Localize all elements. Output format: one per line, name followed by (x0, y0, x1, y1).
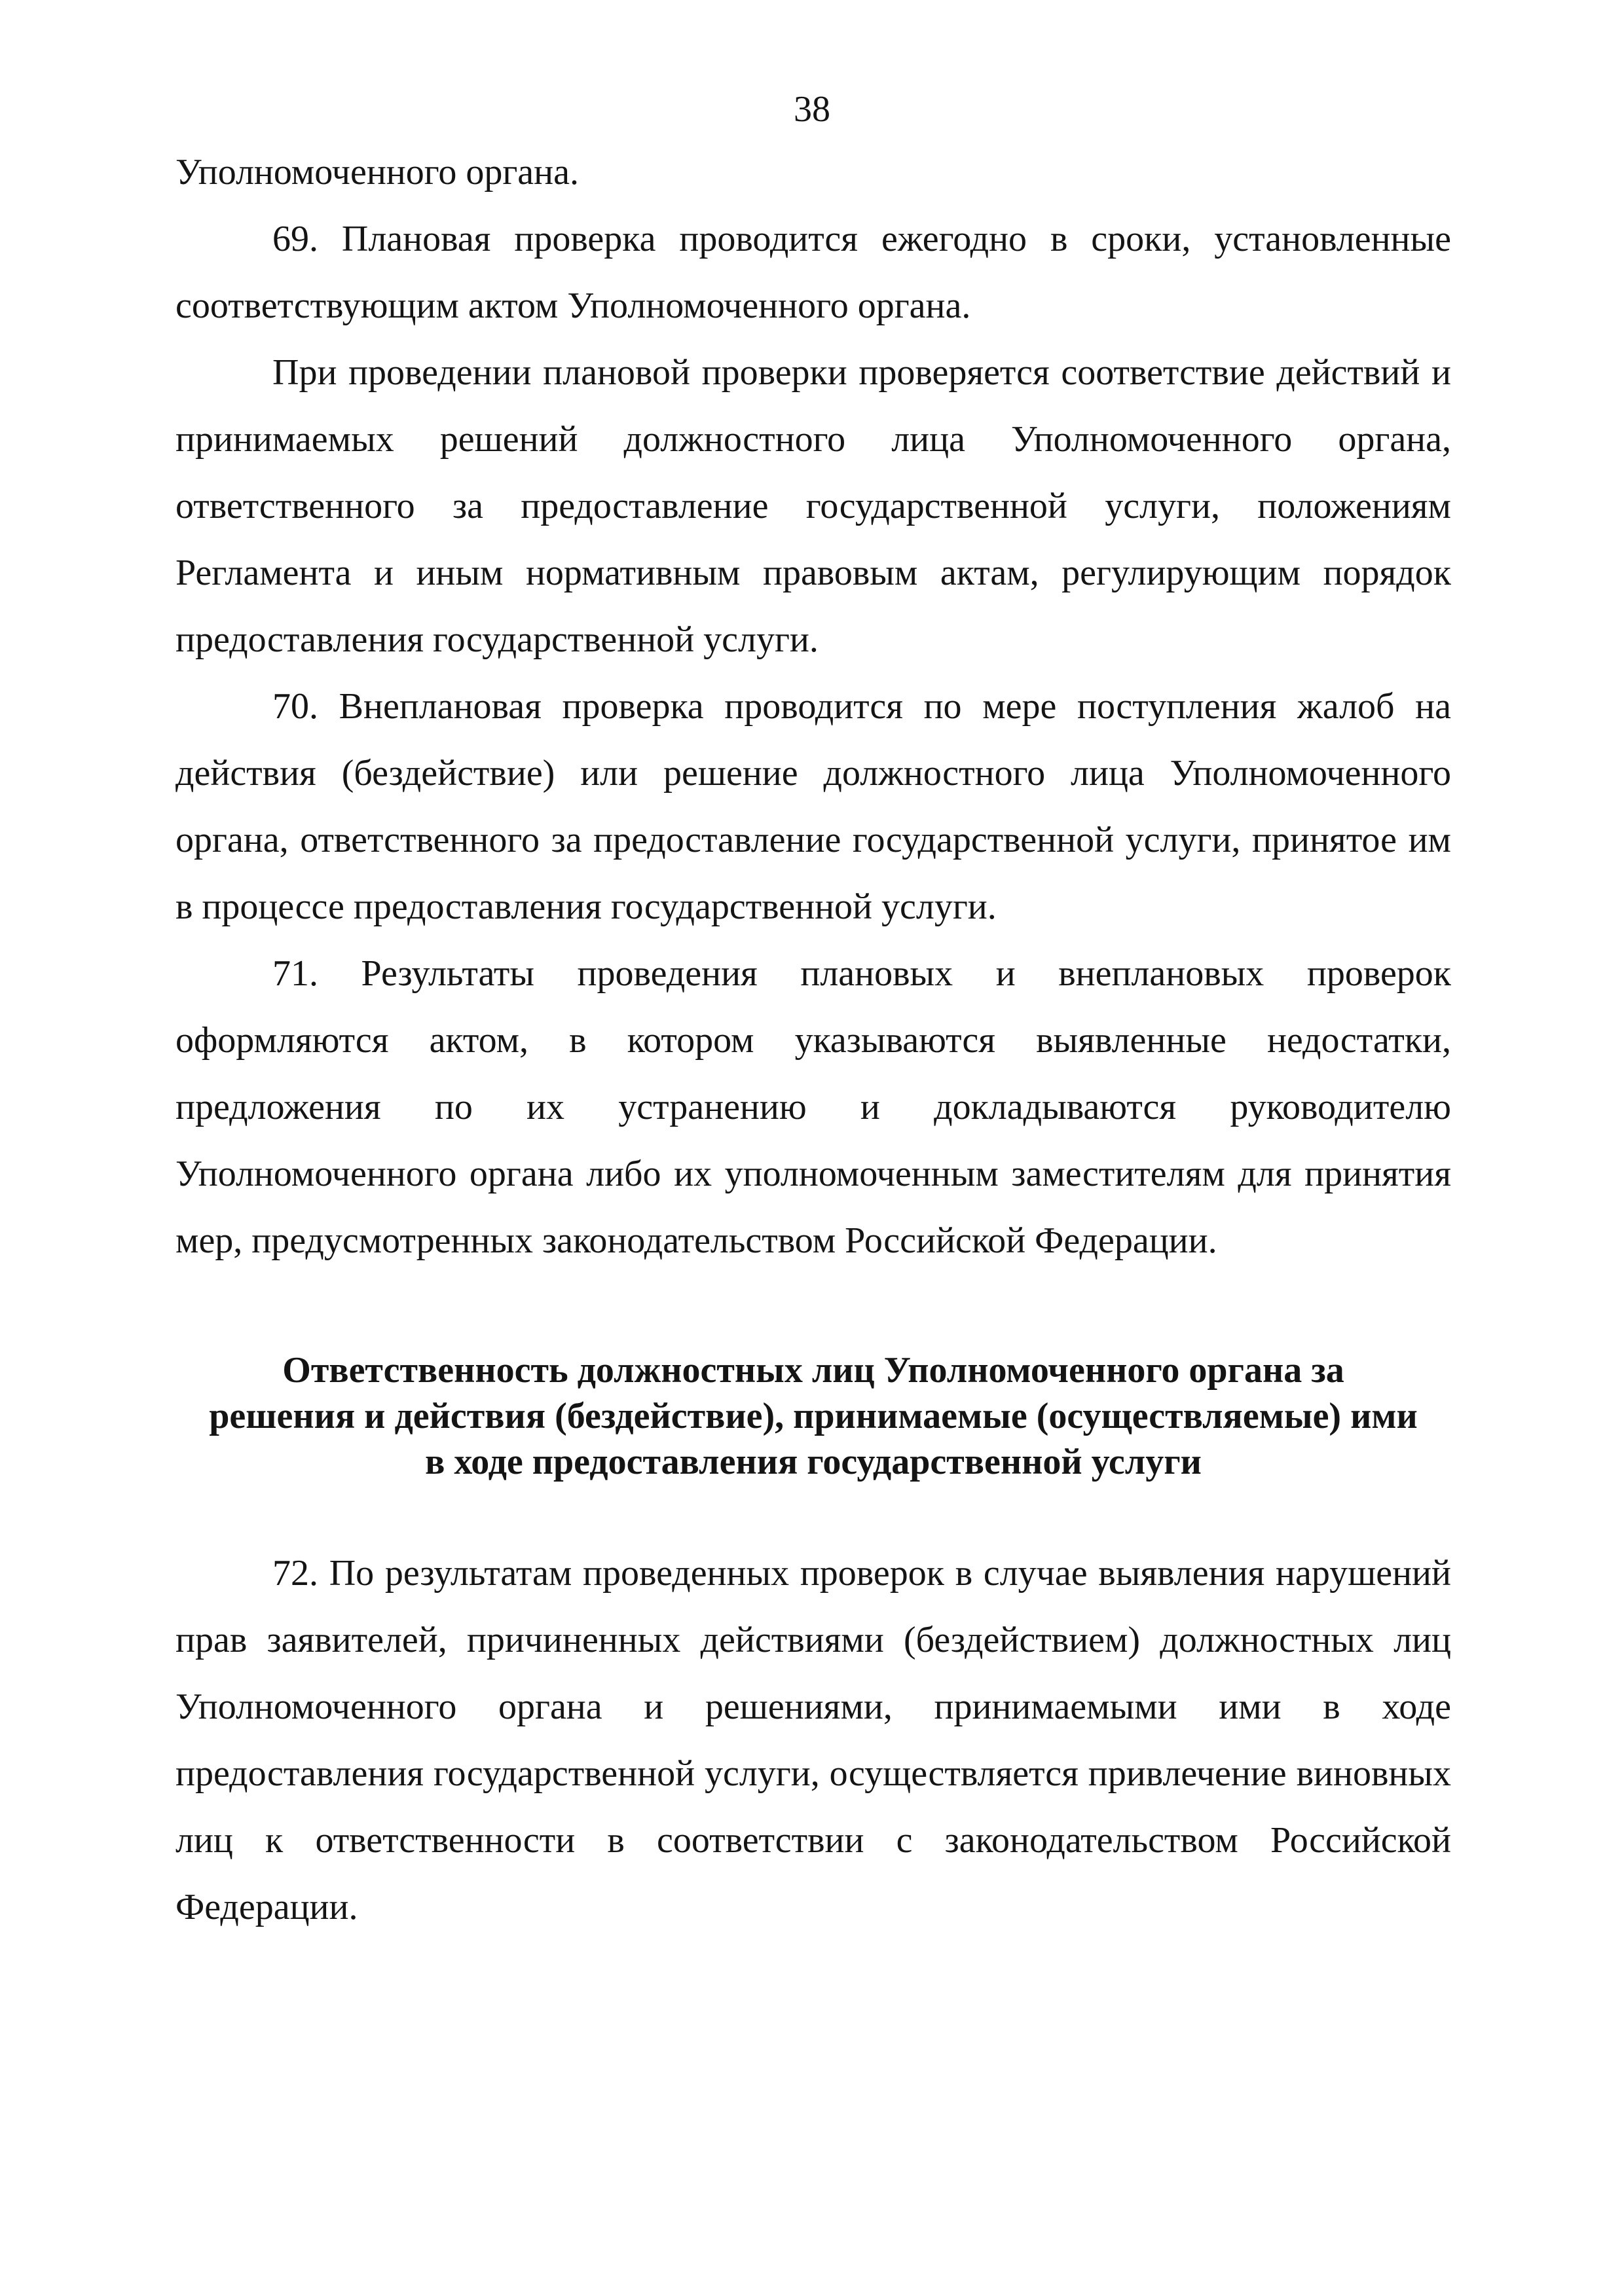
paragraph-69: 69. Плановая проверка проводится ежегодно в сроки, установленные соответствующим актом Уполномоченного органа. (175, 219, 1451, 326)
paragraph-70: 70. Внеплановая проверка проводится по мере поступления жалоб на действия (бездействие) или решение должностного лица Уполномоченного органа, ответственного за предоставление государственной услуги, принятое им в процессе предоставления государственной услуги. (175, 686, 1451, 927)
paragraph-continuation: Уполномоченного органа. (175, 152, 579, 192)
section-heading-line-3: в ходе предоставления государственной услуги (425, 1442, 1202, 1482)
document-body (175, 139, 1451, 1941)
section-heading (175, 1347, 1451, 1485)
paragraph-72: 72. По результатам проведенных проверок в случае выявления нарушений прав заявителей, причиненных действиями (бездействием) должностных лиц Уполномоченного органа и решениями, принимаемыми ими в ходе предоставления государственной услуги, осуществляется привлечение виновных лиц к ответственности в соответствии с законодательством Российской Федерации. (175, 1553, 1451, 1927)
paragraph-71: 71. Результаты проведения плановых и внеплановых проверок оформляются актом, в котором указываются выявленные недостатки, предложения по их устранению и докладываются руководителю Уполномоченного органа либо их уполномоченным заместителям для принятия мер, предусмотренных законодательством Российской Федерации. (175, 953, 1451, 1261)
page-number: 38 (794, 89, 830, 130)
section-heading-line-1: Ответственность должностных лиц Уполномоченного органа за (282, 1350, 1344, 1391)
section-heading-line-2: решения и действия (бездействие), принимаемые (осуществляемые) ими (209, 1396, 1418, 1436)
paragraph-planned-check: При проведении плановой проверки проверяется соответствие действий и принимаемых решений должностного лица Уполномоченного органа, ответственного за предоставление государственной услуги, положениям Регламента и иным нормативным правовым актам, регулирующим порядок предоставления государственной услуги. (175, 352, 1451, 660)
